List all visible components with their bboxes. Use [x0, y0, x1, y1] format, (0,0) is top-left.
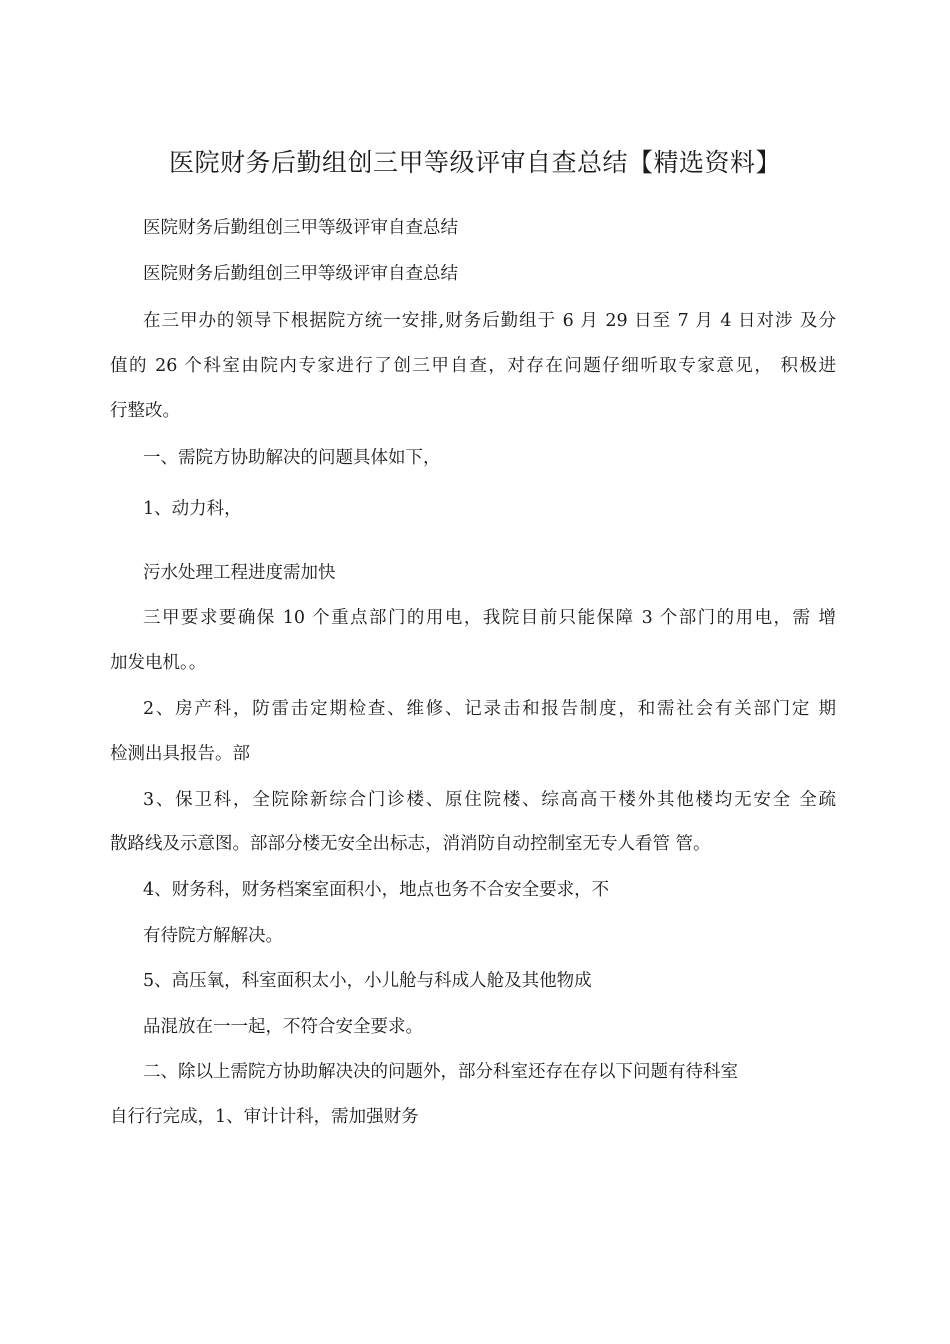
- paragraph-line: 品混放在一一起，不符合安全要求。: [143, 1017, 423, 1037]
- paragraph-line: 在三甲办的领导下根据院方统一安排,财务后勤组于 6 月 29 日至 7 月 4 日对涉 及分: [143, 311, 836, 331]
- paragraph-line: 二、除以上需院方协助解决决的问题外，部分科室还存在存以下问题有待科室: [143, 1062, 738, 1082]
- paragraph-line: 散路线及示意图。部部分楼无安全出标志，消消防自动控制室无专人看管 管。: [110, 834, 711, 854]
- document-title: 医院财务后勤组创三甲等级评审自查总结【精选资料】: [168, 148, 781, 177]
- paragraph-line: 4、财务科，财务档案室面积小，地点也务不合安全要求，不: [143, 880, 610, 900]
- paragraph-line: 加发电机。。: [110, 653, 207, 673]
- paragraph-line: 自行行完成，1、审计计科，需加强财务: [110, 1107, 419, 1127]
- paragraph-line: 5、高压氧，科室面积太小，小儿舱与科成人舱及其他物成: [143, 971, 592, 991]
- paragraph-line: 检测出具报告。部: [110, 744, 250, 764]
- paragraph-line: 医院财务后勤组创三甲等级评审自查总结: [143, 264, 458, 284]
- paragraph-line: 值的 26 个科室由院内专家进行了创三甲自查，对存在问题仔细听取专家意见， 积极进: [110, 356, 836, 376]
- paragraph-line: 行整改。: [110, 401, 180, 421]
- paragraph-line: 医院财务后勤组创三甲等级评审自查总结: [143, 218, 458, 238]
- paragraph-line: 2、房产科，防雷击定期检查、维修、记录击和报告制度，和需社会有关部门定 期: [143, 699, 836, 719]
- paragraph-line: 1、动力科，: [143, 499, 242, 519]
- paragraph-line: 污水处理工程进度需加快: [143, 563, 336, 583]
- paragraph-line: 3、保卫科，全院除新综合门诊楼、原住院楼、综高高干楼外其他楼均无安全 全疏: [143, 790, 836, 810]
- paragraph-line: 一、需院方协助解决的问题具体如下，: [143, 448, 441, 468]
- paragraph-line: 三甲要求要确保 10 个重点部门的用电，我院目前只能保障 3 个部门的用电，需 增: [143, 608, 836, 628]
- paragraph-line: 有待院方解解决。: [143, 926, 283, 946]
